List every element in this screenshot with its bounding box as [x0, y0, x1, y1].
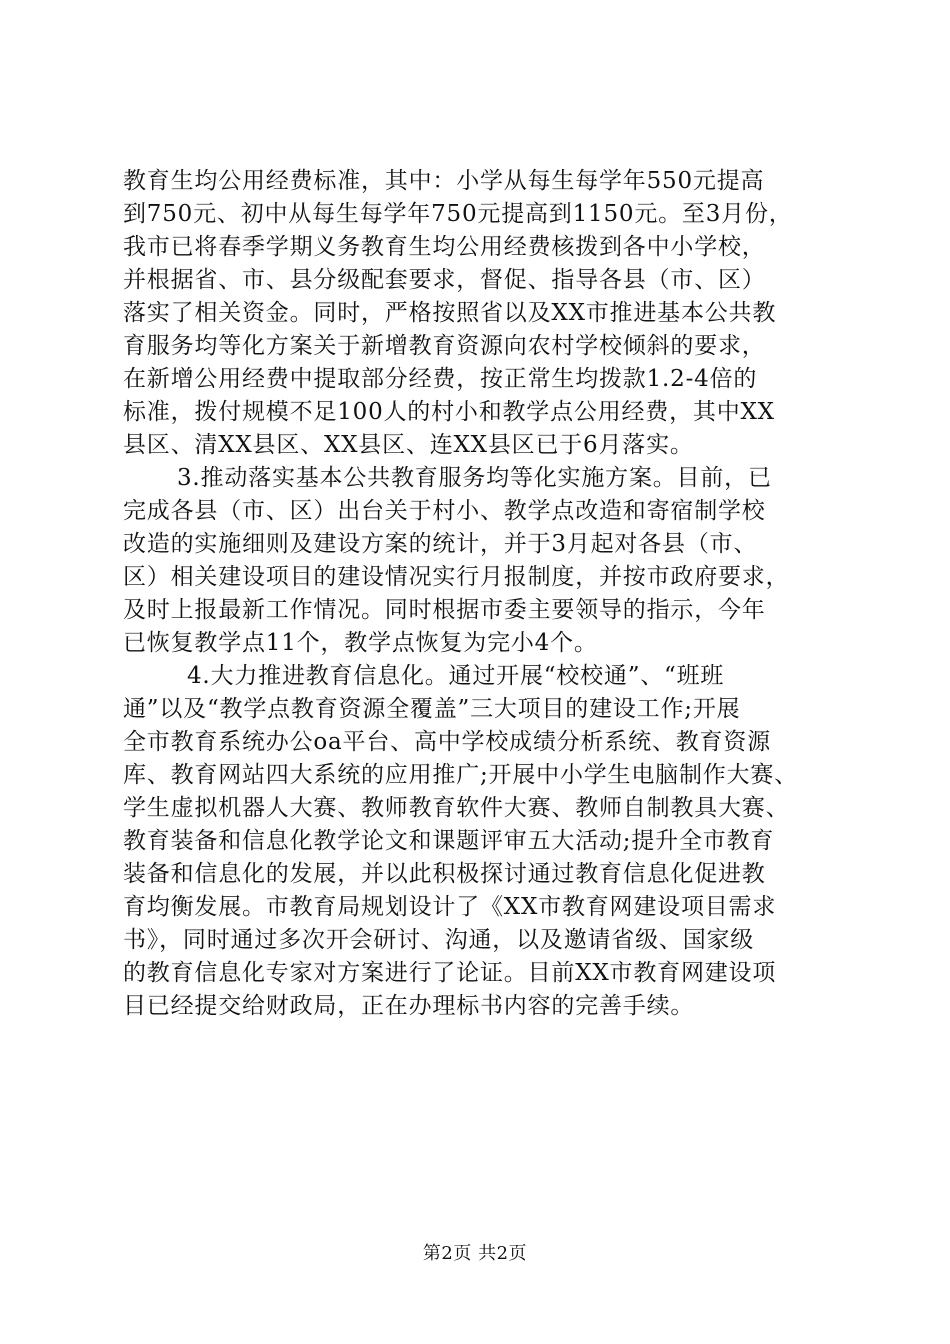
- page-number-footer: 第2页 共2页: [422, 1243, 528, 1264]
- text-line: 书》，同时通过多次开会研讨、沟通，以及邀请省级、国家级: [123, 927, 755, 953]
- text-line: 学生虚拟机器人大赛、教师教育软件大赛、教师自制教具大赛、: [123, 795, 790, 821]
- text-line: 并根据省、市、县分级配套要求，督促、指导各县（市、区）: [123, 267, 766, 293]
- text-line: 教育装备和信息化教学论文和课题评审五大活动;提升全市教育: [123, 828, 775, 854]
- text-line: 改造的实施细则及建设方案的统计，并于3月起对各县（市、: [123, 531, 758, 557]
- paragraph-4-heading-line: 4.大力推进教育信息化。通过开展“校校通”、“班班: [187, 663, 725, 689]
- text-line: 区）相关建设项目的建设情况实行月报制度，并按市政府要求，: [123, 564, 790, 590]
- text-line: 育服务均等化方案关于新增教育资源向农村学校倾斜的要求，: [123, 333, 766, 359]
- document-body: [123, 165, 835, 1023]
- text-line: 已恢复教学点11个，教学点恢复为完小4个。: [123, 630, 598, 656]
- text-line: 县区、清XX县区、XX县区、连XX县区已于6月落实。: [123, 432, 694, 458]
- text-line: 到750元、初中从每生每学年750元提高到1150元。至3月份，: [123, 201, 793, 227]
- text-line: 我市已将春季学期义务教育生均公用经费核拨到各中小学校，: [123, 234, 766, 260]
- paragraph-3-heading-line: 3.推动落实基本公共教育服务均等化实施方案。目前，已: [177, 465, 772, 491]
- text-line: 目已经提交给财政局，正在办理标书内容的完善手续。: [123, 993, 695, 1019]
- text-line: 装备和信息化的发展，并以此积极探讨通过教育信息化促进教: [123, 861, 766, 887]
- text-line: 及时上报最新工作情况。同时根据市委主要领导的指示，今年: [123, 597, 766, 623]
- text-line: 库、教育网站四大系统的应用推广;开展中小学生电脑制作大赛、: [123, 762, 798, 788]
- text-line: 育均衡发展。市教育局规划设计了《XX市教育网建设项目需求: [123, 894, 777, 920]
- text-line: 教育生均公用经费标准，其中：小学从每生每学年550元提高: [123, 168, 765, 194]
- text-line: 的教育信息化专家对方案进行了论证。目前XX市教育网建设项: [123, 960, 777, 986]
- text-line: 全市教育系统办公oa平台、高中学校成绩分析系统、教育资源: [123, 729, 771, 755]
- text-line: 落实了相关资金。同时，严格按照省以及XX市推进基本公共教: [123, 300, 777, 326]
- text-line: 标准，拨付规模不足100人的村小和教学点公用经费，其中XX: [123, 399, 775, 425]
- text-line: 通”以及“教学点教育资源全覆盖”三大项目的建设工作;开展: [123, 696, 741, 722]
- text-line: 完成各县（市、区）出台关于村小、教学点改造和寄宿制学校: [123, 498, 766, 524]
- text-line: 在新增公用经费中提取部分经费，按正常生均拨款1.2-4倍的: [123, 366, 758, 392]
